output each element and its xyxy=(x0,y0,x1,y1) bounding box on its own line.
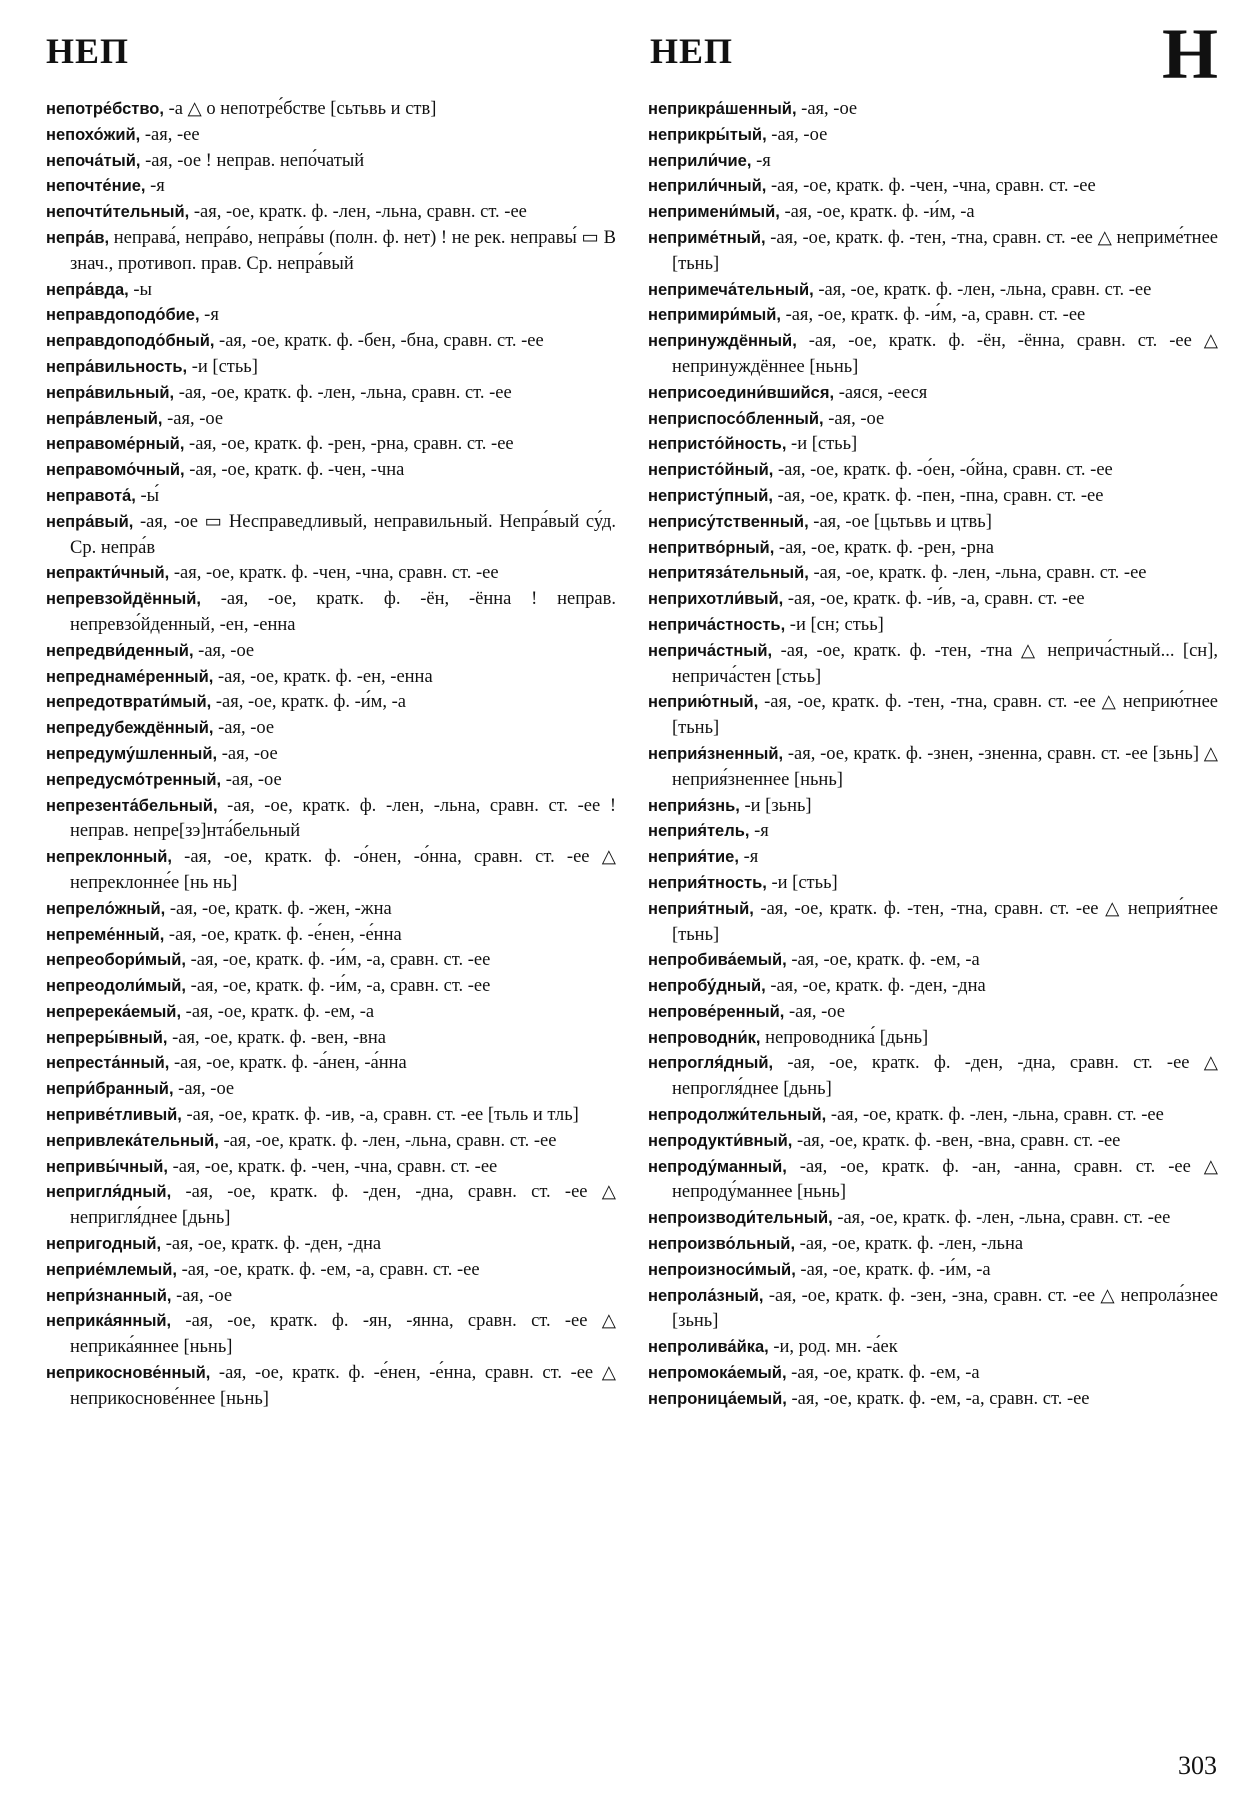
entry-headword: неприя́тный, xyxy=(648,899,754,918)
dictionary-entry xyxy=(648,587,1218,613)
entry-headword: непроизво́льный, xyxy=(648,1235,796,1254)
entry-headword: непригодный, xyxy=(46,1235,162,1254)
entry-definition: -и [стьь] xyxy=(786,434,858,455)
dictionary-entry xyxy=(648,897,1218,949)
entry-definition: -ая, -ое, кратк. ф. -и́м, -а, сравн. ст. -ее xyxy=(185,950,491,971)
dictionary-column-right xyxy=(648,97,1218,1413)
entry-definition: -ая, -ое, кратк. ф. -и́м, -а, сравн. ст. -ее xyxy=(186,976,491,997)
dictionary-entry xyxy=(648,303,1218,329)
entry-definition: -ая, -ое [цьтьвь и цтвь] xyxy=(808,511,992,532)
dictionary-entry xyxy=(46,355,616,381)
dictionary-entry xyxy=(648,742,1218,794)
entry-headword: непривы́чный, xyxy=(46,1157,168,1176)
dictionary-column-left xyxy=(46,97,616,1413)
entry-definition: -и [стьь] xyxy=(187,356,258,377)
entry-headword: непреклонный, xyxy=(46,848,172,867)
entry-headword: неприя́знь, xyxy=(648,796,740,815)
entry-definition: -ая, -ое, кратк. ф. -лен, -льна, сравн. ст. -ее xyxy=(218,1130,557,1151)
entry-headword: непочте́ние, xyxy=(46,177,146,196)
entry-headword: непреобори́мый, xyxy=(46,951,186,970)
entry-definition: -ая, -ое, кратк. ф. -ден, -дна xyxy=(765,976,986,997)
entry-definition: -ая, -ое, кратк. ф. -о́нен, -о́нна, сравн. ст. -ее △ непреклонне́е [нь нь] xyxy=(70,847,616,893)
dictionary-entry xyxy=(46,484,616,510)
dictionary-entry xyxy=(46,716,616,742)
entry-headword: непритяза́тельный, xyxy=(648,564,809,583)
dictionary-entry xyxy=(46,278,616,304)
entry-definition: -ая, -ое xyxy=(173,1079,235,1100)
entry-definition: -а △ о непотре́бстве [сьтьвь и ств] xyxy=(163,99,437,119)
dictionary-entry xyxy=(648,174,1218,200)
entry-definition: -ая, -ое, кратк. ф. -чен, -чна, сравн. ст. -ее xyxy=(766,176,1096,197)
dictionary-entry xyxy=(46,768,616,794)
entry-headword: непристо́йный, xyxy=(648,461,774,480)
dictionary-entry xyxy=(648,278,1218,304)
entry-headword: непрове́ренный, xyxy=(648,1002,785,1021)
entry-headword: непродукти́вный, xyxy=(648,1131,793,1150)
entry-headword: непринуждённый, xyxy=(648,332,797,351)
entry-headword: неприча́стный, xyxy=(648,641,773,660)
entry-definition: -ая, -ое xyxy=(766,124,828,145)
dictionary-entry xyxy=(46,381,616,407)
entry-definition: -ая, -ое, кратк. ф. -ив, -а, сравн. ст. -ее [тьль и тль] xyxy=(181,1105,579,1126)
dictionary-entry xyxy=(46,1232,616,1258)
entry-definition: -ая, -ое, кратк. ф. -лен, -льна, сравн. ст. -ее xyxy=(832,1208,1171,1229)
entry-definition: -ая, -ое, кратк. ф. -ем, -а, сравн. ст. -ее xyxy=(176,1259,480,1280)
entry-headword: неприкоснове́нный, xyxy=(46,1364,211,1383)
entry-definition: -ы́ xyxy=(135,485,160,506)
entry-headword: непререка́емый, xyxy=(46,1002,182,1021)
dictionary-entry xyxy=(648,329,1218,381)
dictionary-entry xyxy=(648,613,1218,639)
entry-headword: неприя́тель, xyxy=(648,822,750,841)
entry-headword: непредубеждённый, xyxy=(46,719,214,738)
entry-definition: -ая, -ое, кратк. ф. -ем, -а xyxy=(786,950,980,971)
entry-headword: непредусмо́тренный, xyxy=(46,770,222,789)
dictionary-entry xyxy=(648,97,1218,123)
entry-definition: -ая, -ое, кратк. ф. -ян, -янна, сравн. ст. -ее △ неприка́яннее [ньнь] xyxy=(70,1311,616,1358)
dictionary-entry xyxy=(648,407,1218,433)
entry-headword: неприкры́тый, xyxy=(648,125,767,144)
entry-headword: неприли́чие, xyxy=(648,151,752,170)
dictionary-entry xyxy=(46,1361,616,1413)
entry-headword: неправомо́чный, xyxy=(46,461,185,480)
entry-definition: -ая, -ое, кратк. ф. -ем, -а xyxy=(786,1363,980,1384)
entry-definition: -ая, -ое, кратк. ф. -ан, -анна, сравн. ст. -ее △ непроду́маннее [ньнь] xyxy=(672,1156,1218,1203)
entry-definition: -ая, -ое, кратк. ф. -пен, -пна, сравн. ст. -ее xyxy=(772,485,1104,506)
entry-definition: -ая, -ое, кратк. ф. -зен, -зна, сравн. ст. -ее △ непрола́знее [зьнь] xyxy=(672,1285,1218,1332)
dictionary-entry xyxy=(46,639,616,665)
entry-headword: непригля́дный, xyxy=(46,1183,172,1202)
dictionary-entry xyxy=(648,458,1218,484)
entry-headword: непракти́чный, xyxy=(46,564,170,583)
entry-headword: неприя́тность, xyxy=(648,873,767,892)
entry-headword: непочти́тельный, xyxy=(46,203,190,222)
entry-definition: -ая, -ое, кратк. ф. -ден, -дна xyxy=(161,1234,382,1255)
dictionary-entry xyxy=(46,149,616,175)
entry-headword: непрогля́дный, xyxy=(648,1054,774,1073)
entry-definition: -я xyxy=(751,150,771,171)
dictionary-entry xyxy=(648,1361,1218,1387)
dictionary-entry xyxy=(648,200,1218,226)
dictionary-entry xyxy=(648,1232,1218,1258)
entry-headword: непримени́мый, xyxy=(648,203,780,222)
entry-definition: -ая, -ое, кратк. ф. -чен, -чна, сравн. ст. -ее xyxy=(167,1156,498,1177)
entry-definition: -ая, -ое, кратк. ф. -лен, -льна, сравн. ст. -ее xyxy=(189,202,527,223)
entry-definition: -ая, -ое, кратк. ф. -ден, -дна, сравн. ст. -ее △ непригля́днее [дьнь] xyxy=(70,1182,616,1229)
entry-definition: -ая, -ое, кратк. ф. -ен, -енна xyxy=(213,666,433,687)
dictionary-entry xyxy=(46,742,616,768)
entry-definition: -ая, -ое, кратк. ф. -ён, -ённа, сравн. ст. -ее △ непринуждённее [ньнь] xyxy=(672,331,1218,377)
entry-headword: неприча́стность, xyxy=(648,615,786,634)
dictionary-entry xyxy=(46,665,616,691)
entry-headword: непрису́тственный, xyxy=(648,512,809,531)
dictionary-entry xyxy=(46,407,616,433)
entry-headword: непредви́денный, xyxy=(46,641,194,660)
dictionary-entry xyxy=(46,561,616,587)
entry-headword: непреры́вный, xyxy=(46,1028,168,1047)
dictionary-entry xyxy=(648,1129,1218,1155)
entry-definition: -ая, -ое xyxy=(784,1001,845,1022)
entry-headword: непра́вый, xyxy=(46,512,134,531)
entry-definition: -ая, -ое, кратк. ф. -е́нен, -е́нна xyxy=(164,924,402,945)
entry-definition: -ая, -ое, кратк. ф. -вен, -вна, сравн. ст. -ее xyxy=(792,1130,1121,1151)
entry-headword: неправота́, xyxy=(46,486,136,505)
entry-definition: -ая, -ое, кратк. ф. -лен, -льна, сравн. ст. -ее xyxy=(826,1105,1164,1126)
entry-definition: -ая, -ое xyxy=(796,99,858,119)
entry-headword: неправоме́рный, xyxy=(46,435,185,454)
entry-headword: непроизноси́мый, xyxy=(648,1260,796,1279)
dictionary-entry xyxy=(46,174,616,200)
thumb-index-letter: Н xyxy=(1162,14,1219,94)
entry-definition: -ая, -ое, кратк. ф. -чен, -чна, сравн. ст. -ее xyxy=(169,563,499,584)
dictionary-entry xyxy=(46,1309,616,1361)
entry-definition: -я xyxy=(199,305,219,326)
entry-headword: неприя́тие, xyxy=(648,848,739,867)
entry-headword: непримири́мый, xyxy=(648,306,781,325)
running-head-left: НЕП xyxy=(46,31,130,71)
entry-definition: -ая, -ое, кратк. ф. -ем, -а xyxy=(181,1001,375,1022)
entry-headword: непра́в, xyxy=(46,228,110,247)
entry-definition: -аяся, -ееся xyxy=(834,382,928,403)
dictionary-entry xyxy=(46,226,616,278)
entry-headword: непробива́емый, xyxy=(648,951,787,970)
entry-definition: непроводника́ [дьнь] xyxy=(760,1027,929,1048)
entry-headword: неприе́млемый, xyxy=(46,1260,177,1279)
dictionary-entry xyxy=(648,561,1218,587)
entry-headword: непристо́йность, xyxy=(648,435,787,454)
entry-headword: неприве́тливый, xyxy=(46,1106,182,1125)
entry-definition: -ая, -ое xyxy=(171,1285,233,1306)
dictionary-entry xyxy=(46,97,616,123)
dictionary-entry xyxy=(648,948,1218,974)
dictionary-entry xyxy=(46,123,616,149)
entry-headword: непредуму́шленный, xyxy=(46,744,218,763)
dictionary-entry xyxy=(648,510,1218,536)
entry-definition: -ая, -ое, кратк. ф. -рен, -рна, сравн. ст. -ее xyxy=(184,434,514,455)
dictionary-entry xyxy=(46,1026,616,1052)
entry-headword: неприхотли́вый, xyxy=(648,590,784,609)
entry-headword: непотре́бство, xyxy=(46,100,164,118)
dictionary-entry xyxy=(648,1103,1218,1129)
entry-headword: неправдоподо́бие, xyxy=(46,306,200,325)
dictionary-entry xyxy=(46,794,616,846)
entry-definition: -ая, -ое ▭ Несправедливый, неправильный. Непра́вый су́д. Ср. непра́в xyxy=(70,511,616,558)
entry-definition: -ая, -ое, кратк. ф. -и́в, -а, сравн. ст. -ее xyxy=(783,589,1085,610)
entry-definition: -ая, -ое, кратк. ф. -рен, -рна xyxy=(774,537,994,558)
entry-definition: -ая, -ое, кратк. ф. -тен, -тна, сравн. ст. -ее △ неприя́тнее [тьнь] xyxy=(672,898,1218,945)
dictionary-entry xyxy=(648,871,1218,897)
entry-definition: -ая, -ое, кратк. ф. -и́м, -а, сравн. ст. -ее xyxy=(780,305,1086,326)
entry-headword: непохо́жий, xyxy=(46,125,141,144)
dictionary-entry xyxy=(648,381,1218,407)
entry-headword: непреодоли́мый, xyxy=(46,977,187,996)
dictionary-entry xyxy=(46,1180,616,1232)
entry-definition: -ая, -ое, кратк. ф. -лен, -льна xyxy=(795,1234,1024,1255)
dictionary-entry xyxy=(648,819,1218,845)
entry-headword: неприя́зненный, xyxy=(648,744,784,763)
entry-definition: -ая, -ое xyxy=(193,640,255,661)
entry-definition: -я xyxy=(749,821,769,842)
entry-headword: непра́вильный, xyxy=(46,383,175,402)
entry-headword: непродолжи́тельный, xyxy=(648,1106,827,1125)
entry-definition: -ая, -ое, кратк. ф. -ден, -дна, сравн. ст. -ее △ непрогля́днее [дьнь] xyxy=(672,1053,1218,1100)
entry-definition: -ая, -ое, кратк. ф. -тен, -тна, сравн. ст. -ее △ неприю́тнее [тьнь] xyxy=(672,692,1218,739)
entry-headword: непрола́зный, xyxy=(648,1286,764,1305)
entry-headword: непра́вильность, xyxy=(46,357,188,376)
entry-definition: -ая, -ое xyxy=(213,718,275,739)
dictionary-entry xyxy=(46,329,616,355)
entry-headword: непредотврати́мый, xyxy=(46,693,212,712)
entry-headword: неприли́чный, xyxy=(648,177,767,196)
dictionary-entry xyxy=(46,458,616,484)
entry-headword: непробу́дный, xyxy=(648,977,766,996)
dictionary-entry xyxy=(648,1026,1218,1052)
entry-definition: -ая, -ое, кратк. ф. -о́ен, -о́йна, сравн. ст. -ее xyxy=(773,460,1113,481)
entry-headword: неправдоподо́бный, xyxy=(46,332,215,351)
entry-headword: непреста́нный, xyxy=(46,1054,170,1073)
dictionary-entry xyxy=(648,1206,1218,1232)
entry-headword: непра́вленый, xyxy=(46,409,163,428)
entry-definition: -ая, -ое, кратк. ф. -ем, -а, сравн. ст. -ее xyxy=(786,1388,1090,1409)
dictionary-entry xyxy=(648,432,1218,458)
entry-definition: -и [зьнь] xyxy=(739,795,812,816)
entry-definition: -я xyxy=(145,176,165,197)
entry-definition: -ая, -ое, кратк. ф. -е́нен, -е́нна, сравн. ст. -ее △ неприкоснове́ннее [ньнь] xyxy=(70,1363,616,1409)
dictionary-entry xyxy=(648,536,1218,562)
dictionary-entry xyxy=(648,226,1218,278)
dictionary-entry xyxy=(46,200,616,226)
dictionary-entry xyxy=(46,1103,616,1129)
entry-headword: непроводни́к, xyxy=(648,1028,761,1047)
entry-headword: непристу́пный, xyxy=(648,486,773,505)
entry-definition: -ая, -ое xyxy=(823,408,885,429)
dictionary-entry xyxy=(46,1155,616,1181)
dictionary-entry xyxy=(648,845,1218,871)
entry-definition: -и [стьь] xyxy=(766,872,838,893)
entry-headword: неприме́тный, xyxy=(648,228,766,247)
entry-definition: -ая, -ое, кратк. ф. -а́нен, -а́нна xyxy=(169,1053,407,1074)
dictionary-entry xyxy=(46,432,616,458)
dictionary-entry xyxy=(648,484,1218,510)
dictionary-entry xyxy=(648,1155,1218,1207)
dictionary-entry xyxy=(648,1284,1218,1336)
entry-definition: -ая, -ое, кратк. ф. -лен, -льна, сравн. ст. -ее xyxy=(813,279,1152,300)
entry-headword: непри́знанный, xyxy=(46,1286,172,1305)
entry-headword: неприю́тный, xyxy=(648,693,759,712)
dictionary-entry xyxy=(46,845,616,897)
entry-definition: -ая, -ое, кратк. ф. -бен, -бна, сравн. ст. -ее xyxy=(214,331,544,352)
dictionary-entry xyxy=(648,1000,1218,1026)
dictionary-entry xyxy=(46,690,616,716)
dictionary-entry xyxy=(46,587,616,639)
dictionary-entry xyxy=(648,794,1218,820)
entry-definition: -ая, -ое xyxy=(221,769,282,790)
entry-definition: -ая, -ое, кратк. ф. -и́м, -а xyxy=(779,202,975,223)
dictionary-entry xyxy=(648,1387,1218,1413)
entry-definition: -и, род. мн. -а́ек xyxy=(768,1337,898,1358)
entry-definition: -ы xyxy=(128,279,152,300)
entry-headword: неприспосо́бленный, xyxy=(648,409,824,428)
entry-headword: непролива́йка, xyxy=(648,1338,769,1357)
dictionary-entry xyxy=(46,948,616,974)
entry-definition: -ая, -ое, кратк. ф. -чен, -чна xyxy=(184,460,405,481)
entry-definition: -ая, -ое, кратк. ф. -и́м, -а xyxy=(211,692,407,713)
entry-headword: непрезента́бельный, xyxy=(46,796,218,815)
entry-definition: -ая, -ое, кратк. ф. -ён, -ённа ! неправ. непревзо́йденный, -ен, -енна xyxy=(70,589,616,635)
entry-headword: неприка́янный, xyxy=(46,1312,172,1331)
dictionary-entry xyxy=(648,974,1218,1000)
entry-headword: непрело́жный, xyxy=(46,899,166,918)
dictionary-entry xyxy=(46,1000,616,1026)
entry-headword: непроду́манный, xyxy=(648,1157,787,1176)
running-head-right: НЕП xyxy=(650,31,734,71)
dictionary-entry xyxy=(46,1051,616,1077)
entry-headword: непри́бранный, xyxy=(46,1080,174,1099)
entry-definition: -ая, -ое xyxy=(217,743,278,764)
dictionary-entry xyxy=(46,510,616,562)
entry-definition: -ая, -ое, кратк. ф. -знен, -зненна, сравн. ст. -ее [зьнь] △ неприя́зненнее [ньнь] xyxy=(672,743,1218,790)
dictionary-entry xyxy=(46,923,616,949)
dictionary-entry xyxy=(46,1129,616,1155)
entry-definition: -ая, -ое, кратк. ф. -тен, -тна △ неприча́стный... [сн], неприча́стен [стьь] xyxy=(672,640,1218,687)
entry-headword: непроница́емый, xyxy=(648,1389,787,1408)
entry-definition: -ая, -ое, кратк. ф. -лен, -льна, сравн. ст. -ее ! неправ. непре[зэ]нта́бельный xyxy=(70,795,616,842)
entry-definition: -ая, -ое, кратк. ф. -лен, -льна, сравн. ст. -ее xyxy=(174,382,512,403)
entry-headword: непривлека́тельный, xyxy=(46,1131,219,1150)
dictionary-entry xyxy=(648,123,1218,149)
entry-headword: непоча́тый, xyxy=(46,151,141,170)
entry-headword: непра́вда, xyxy=(46,280,129,299)
dictionary-entry xyxy=(46,1284,616,1310)
page-number: 303 xyxy=(1178,1751,1217,1780)
dictionary-entry xyxy=(648,1258,1218,1284)
entry-headword: непреднаме́ренный, xyxy=(46,667,214,686)
dictionary-entry xyxy=(46,974,616,1000)
entry-definition: -ая, -ее xyxy=(140,124,200,145)
dictionary-entry xyxy=(46,1077,616,1103)
dictionary-entry xyxy=(46,897,616,923)
entry-headword: непревзойдённый, xyxy=(46,590,201,609)
entry-headword: непреме́нный, xyxy=(46,925,165,944)
dictionary-entry xyxy=(648,1335,1218,1361)
dictionary-entry xyxy=(46,1258,616,1284)
entry-definition: -ая, -ое, кратк. ф. -жен, -жна xyxy=(165,898,392,919)
entry-definition: -я xyxy=(738,847,759,868)
dictionary-entry xyxy=(648,1051,1218,1103)
dictionary-entry xyxy=(648,149,1218,175)
dictionary-entry xyxy=(46,303,616,329)
entry-definition: -ая, -ое, кратк. ф. -вен, -вна xyxy=(167,1027,387,1048)
dictionary-entry xyxy=(648,639,1218,691)
entry-definition: -и [сн; стьь] xyxy=(785,614,884,635)
entry-headword: непритво́рный, xyxy=(648,538,775,557)
dictionary-entry xyxy=(648,690,1218,742)
entry-headword: неприсоедини́вшийся, xyxy=(648,383,835,402)
entry-definition: -ая, -ое, кратк. ф. -и́м, -а xyxy=(795,1259,991,1280)
entry-headword: непромока́емый, xyxy=(648,1364,787,1383)
entry-headword: непримеча́тельный, xyxy=(648,280,814,299)
entry-headword: непроизводи́тельный, xyxy=(648,1209,833,1228)
entry-headword: неприкра́шенный, xyxy=(648,100,797,118)
entry-definition: -ая, -ое, кратк. ф. -тен, -тна, сравн. ст. -ее △ неприме́тнее [тьнь] xyxy=(672,227,1218,274)
entry-definition: неправа́, непра́во, непра́вы (полн. ф. нет) ! не рек. неправы́ ▭ В знач., противоп. прав. Ср. непра́вый xyxy=(70,227,616,274)
entry-definition: -ая, -ое, кратк. ф. -лен, -льна, сравн. ст. -ее xyxy=(808,563,1147,584)
entry-definition: -ая, -ое ! неправ. непо́чатый xyxy=(140,150,365,171)
entry-definition: -ая, -ое xyxy=(162,408,224,429)
